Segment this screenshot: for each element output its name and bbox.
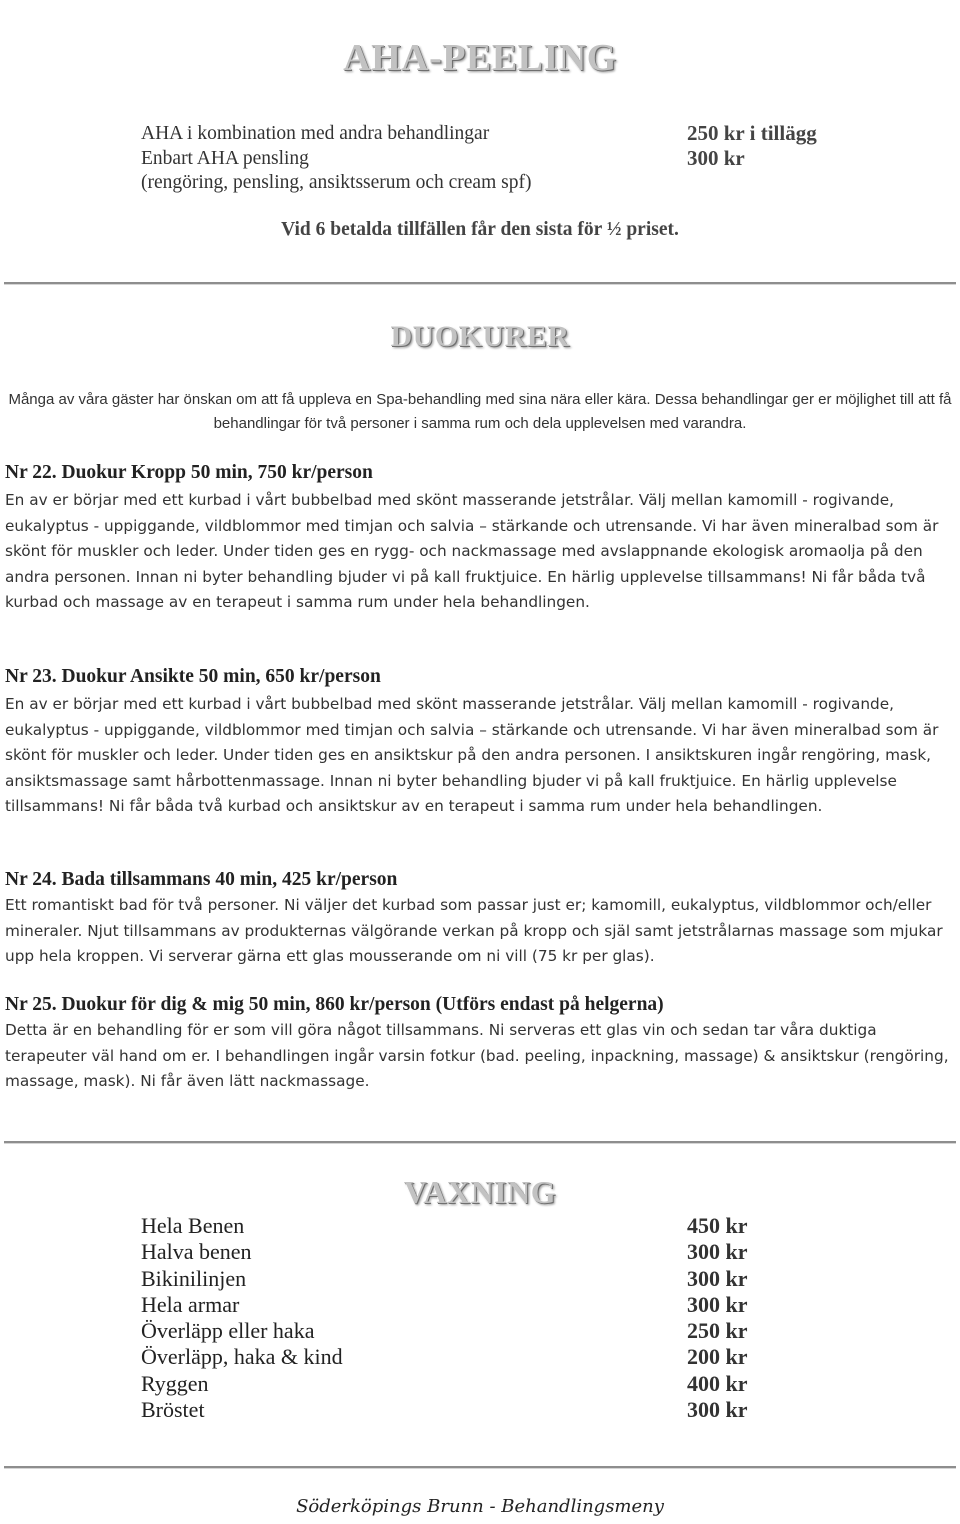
aha-price-combo: 250 kr i tillägg — [687, 121, 817, 145]
wax-label-hela-armar: Hela armar — [141, 1291, 240, 1317]
aha-label-combo: AHA i kombination med andra behandlingar — [141, 123, 490, 144]
item-25-title: Nr 25. Duokur för dig & mig 50 min, 860 kr/person (Utförs endast på helgerna) — [5, 994, 664, 1015]
wax-label-overlapp-eller-haka: Överläpp eller haka — [141, 1318, 315, 1344]
divider-3 — [4, 1466, 956, 1469]
aha-price-only: 300 kr — [687, 146, 745, 170]
aha-label-note: (rengöring, pensling, ansiktsserum och cream spf) — [141, 172, 532, 193]
wax-label-overlapp-haka-kind: Överläpp, haka & kind — [141, 1344, 343, 1370]
item-22-body: En av er börjar med ett kurbad i vårt bubbelbad med skönt masserande jetstrålar. Välj mellan kamomill - rogivande, eukalyptus - uppiggande, vildblommor med timjan och salvia – stärkande och utrensande. Vi har även mineralbad som är skönt för muskler och leder. Under tiden ges en rygg- och nackmassage med avslappnande ekologisk aromaolja på den andra personen. Innan ni byter behandling bjuder vi på kall fruktjuice. En härlig upplevelse tillsammans! Ni får båda två kurbad och massage av en terapeut i samma rum under hela behandlingen. — [5, 491, 939, 611]
wax-price-hela-benen: 450 kr — [687, 1213, 748, 1238]
wax-price-overlapp-haka-kind: 200 kr — [687, 1344, 748, 1370]
aha-prices — [687, 121, 817, 171]
wax-price-overlapp-eller-haka: 250 kr — [687, 1318, 748, 1344]
vaxning-labels — [141, 1213, 343, 1423]
item-23-body: En av er börjar med ett kurbad i vårt bubbelbad med skönt masserande jetstrålar. Välj mellan kamomill - rogivande, eukalyptus - uppiggande, vildblommor med timjan och salvia – stärkande och utrensande. Vi har även mineralbad som är skönt för muskler och leder. Under tiden ges en ansiktskur på den andra personen. I ansiktskuren ingår rengöring, mask, ansiktsmassage samt hårbottenmassage. Innan ni byter behandling bjuder vi på kall fruktjuice. En härlig upplevelse tillsammans! Ni får båda två kurbad och ansiktskur av en terapeut i samma rum under hela behandlingen. — [5, 695, 939, 815]
divider-2 — [4, 1141, 956, 1144]
aha-offer: Vid 6 betalda tillfällen får den sista för ½ priset. — [281, 219, 679, 240]
duokurer-heading: DUOKURER — [390, 320, 570, 353]
vaxning-heading: VAXNING — [403, 1174, 557, 1210]
divider-1 — [4, 282, 956, 285]
aha-label-only: Enbart AHA pensling — [141, 147, 309, 169]
vaxning-prices — [687, 1213, 748, 1423]
wax-label-brostet: Bröstet — [141, 1397, 205, 1423]
wax-price-brostet: 300 kr — [687, 1397, 748, 1423]
footer-text: Söderköpings Brunn - Behandlingsmeny — [296, 1496, 664, 1517]
wax-label-hela-benen: Hela Benen — [141, 1213, 245, 1238]
duokurer-intro: Många av våra gäster har önskan om att få uppleva en Spa-behandling med sina nära eller kära. Dessa behandlingar ger er möjlighet till att få behandlingar för två personer i samma rum och dela upplevelsen med varandra. — [8, 391, 952, 432]
aha-labels — [141, 122, 531, 196]
wax-price-ryggen: 400 kr — [687, 1370, 748, 1396]
wax-price-bikinilinjen: 300 kr — [687, 1265, 748, 1291]
item-24-title: Nr 24. Bada tillsammans 40 min, 425 kr/person — [5, 869, 398, 890]
wax-price-hela-armar: 300 kr — [687, 1291, 748, 1317]
item-25-body: Detta är en behandling för er som vill göra något tillsammans. Ni serveras ett glas vin och sedan tar våra duktiga terapeuter väl hand om er. I behandlingen ingår varsin fotkur (bad. peeling, inpackning, massage) & ansiktskur (rengöring, massage, mask). Ni får även lätt nackmassage. — [5, 1021, 949, 1090]
wax-price-halva-benen: 300 kr — [687, 1239, 748, 1265]
wax-label-bikinilinjen: Bikinilinjen — [141, 1265, 247, 1291]
item-22-title: Nr 22. Duokur Kropp 50 min, 750 kr/person — [5, 462, 373, 483]
item-24-body: Ett romantiskt bad för två personer. Ni väljer det kurbad som passar just er; kamomill, eukalyptus, vildblommor och/eller mineraler. Njut tillsammans av produkternas välgörande verkan på kropp och själ samt jetstrålarnas massage som mjukar upp hela kroppen. Vi serverar gärna ett glas mousserande om ni vill (75 kr per glas). — [5, 896, 943, 965]
aha-heading: AHA-PEELING — [343, 37, 617, 79]
item-23-title: Nr 23. Duokur Ansikte 50 min, 650 kr/person — [5, 666, 381, 687]
wax-label-halva-benen: Halva benen — [141, 1239, 252, 1265]
wax-label-ryggen: Ryggen — [141, 1370, 209, 1396]
